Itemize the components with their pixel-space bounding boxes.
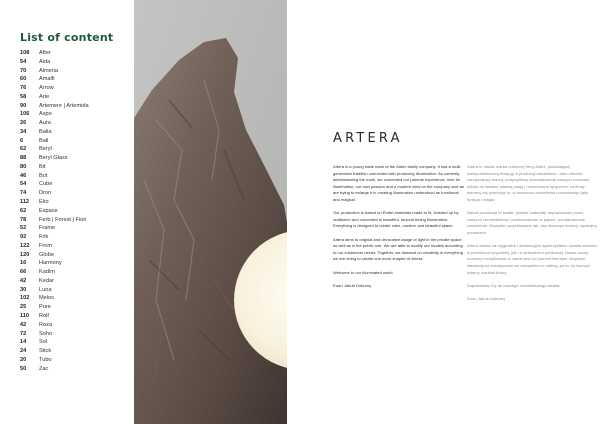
polish-paragraph: Ewa i Jakub Dobrony: [467, 295, 506, 301]
toc-product-name: Ferb | Forest | Fiori: [39, 216, 87, 223]
english-text-column: [333, 164, 465, 296]
toc-product-name: Roza: [39, 321, 53, 328]
toc-product-name: Kadim: [39, 269, 55, 276]
toc-item: [20, 207, 132, 216]
toc-title: List of content: [20, 31, 114, 44]
toc-item: [20, 75, 132, 84]
toc-page-number: 16: [20, 260, 27, 267]
toc-page-number: 42: [20, 277, 27, 284]
toc-page-number: 70: [20, 67, 27, 74]
toc-page-number: 108: [20, 50, 30, 56]
toc-page-number: 78: [20, 216, 27, 223]
english-paragraph: Artera aims to original and decorative usage of light in the private space as well as in the public one. We are able to modify our models according to our customers needs. Together, we demand on creativity in everything we are doing to create one more chapter of Artera.: [333, 236, 463, 262]
toc-product-name: Melos: [39, 295, 54, 302]
toc-product-name: After: [39, 50, 51, 56]
toc-item: [20, 312, 132, 321]
toc-page-number: 90: [20, 102, 27, 109]
toc-page-number: 46: [20, 172, 27, 179]
toc-item: [20, 294, 132, 303]
toc-item: [20, 84, 132, 93]
toc-product-name: Soho: [39, 330, 53, 337]
toc-item: [20, 110, 132, 119]
toc-item: [20, 189, 132, 198]
toc-page-number: 62: [20, 146, 27, 153]
toc-page-number: 88: [20, 155, 27, 162]
toc-page-number: 106: [20, 111, 30, 118]
toc-item: [20, 93, 132, 102]
product-photo: [134, 0, 287, 424]
brand-logo: ARTERA: [333, 131, 403, 146]
toc-page-number: 122: [20, 242, 30, 249]
toc-page-number: 34: [20, 128, 27, 135]
toc-item: [20, 286, 132, 295]
toc-item: [20, 216, 132, 225]
toc-product-name: Arte: [39, 93, 50, 100]
toc-item: [20, 338, 132, 347]
toc-item: [20, 321, 132, 330]
toc-page-number: 26: [20, 120, 27, 127]
toc-page-number: 92: [20, 234, 27, 241]
toc-page-number: 58: [20, 93, 27, 100]
english-paragraph: Welcome to our illuminated world.: [333, 269, 394, 275]
toc-item: [20, 119, 132, 128]
toc-product-name: Almeria: [39, 67, 58, 74]
toc-item: [20, 172, 132, 181]
toc-item: [20, 233, 132, 242]
toc-item: [20, 347, 132, 356]
toc-product-name: Bot: [39, 172, 48, 179]
toc-product-name: Artemere | Artemida: [39, 102, 89, 109]
polish-text-column: [467, 164, 599, 309]
rock-lamp-image: [134, 0, 287, 424]
toc-page-number: 52: [20, 225, 27, 232]
toc-page-number: 110: [20, 312, 30, 319]
toc-page-number: 80: [20, 163, 27, 170]
table-of-contents: [20, 31, 132, 373]
english-paragraph: Our production is based on Polish materials made to fit, finished up by craftsmen and converted to beautiful, beyond timing illumination. Everything is designed to create calm, modern and beautiful space.: [333, 210, 459, 229]
toc-product-name: Beryl Glass: [39, 155, 68, 162]
toc-product-name: Cube: [39, 181, 53, 188]
toc-item: [20, 303, 132, 312]
english-paragraph: Artera is a young trade mark of the Aldex family company. It has a multi generation tradition connected with producing illumination. As currently administrating the mark, we connected our parents experience, love for illumination, our own passion and a modern view on the company and we are trying to enlarge it in creating illumination understood as functional and magical.: [333, 164, 465, 202]
toc-page-number: 30: [20, 286, 27, 293]
toc-item: [20, 180, 132, 189]
toc-product-name: Dron: [39, 190, 52, 197]
toc-page-number: 60: [20, 76, 27, 83]
toc-product-name: Harmony: [39, 260, 62, 267]
toc-page-number: 120: [20, 251, 30, 258]
toc-product-name: Sol: [39, 339, 48, 346]
toc-product-name: Luna: [39, 286, 52, 293]
toc-page-number: 112: [20, 199, 30, 206]
toc-item: [20, 224, 132, 233]
toc-item: [20, 154, 132, 163]
toc-item: [20, 163, 132, 172]
toc-page-number: 54: [20, 181, 27, 188]
toc-product-name: Rolf: [39, 312, 49, 319]
toc-product-name: Pure: [39, 304, 51, 311]
toc-product-name: Stick: [39, 348, 52, 355]
toc-product-name: Espace: [39, 207, 58, 214]
toc-page-number: 54: [20, 58, 27, 65]
toc-page-number: 14: [20, 339, 27, 346]
toc-item: [20, 49, 132, 58]
toc-item: [20, 242, 132, 251]
toc-page-number: 20: [20, 356, 27, 363]
toc-page-number: 62: [20, 207, 27, 214]
toc-page-number: 6: [20, 137, 24, 144]
toc-product-name: Arrow: [39, 85, 54, 92]
toc-item: [20, 102, 132, 111]
toc-item: [20, 128, 132, 137]
toc-item: [20, 198, 132, 207]
toc-page-number: 74: [20, 190, 27, 197]
toc-page-number: 76: [20, 85, 27, 92]
toc-product-name: Globe: [39, 251, 54, 258]
toc-product-name: Aspo: [39, 111, 52, 118]
toc-page-number: 25: [20, 304, 27, 311]
toc-item: [20, 330, 132, 339]
toc-product-name: Amalfi: [39, 76, 55, 83]
toc-page-number: 66: [20, 269, 27, 276]
toc-item: [20, 268, 132, 277]
toc-list: [20, 49, 132, 373]
toc-item: [20, 356, 132, 365]
polish-paragraph: Zapraszamy Cię do naszego rozświetlonego świata.: [467, 282, 561, 288]
toc-page-number: 50: [20, 365, 27, 372]
toc-product-name: Tubo: [39, 356, 52, 363]
toc-item: [20, 365, 132, 374]
polish-paragraph: Nasza produkcja to trwałe, polskie materiały, dopracowane przez naszych rzemieślników i przekształcone w piękne, ponadczasowe oświetlenie. Wszystko projektowane tak, aby stworzyć modną i spokojną przestrzeń.: [467, 210, 597, 235]
polish-paragraph: Artera stawia na oryginalne i dekoracyjne wykorzystanie światła zarówno w przestrzeni prywatnej, jak i w przestrzeni publicznej. Nasze wzory możemy modyfikować w zależności od potrzeb klientów. Wspólnie stawiamy na kreatywność we wszystkim co robimy, po to, by tworzyć kolejny rozdział Artery.: [467, 243, 598, 275]
toc-product-name: Zac: [39, 365, 49, 372]
toc-product-name: Frik: [39, 234, 49, 241]
toc-item: [20, 58, 132, 67]
toc-page-number: 24: [20, 348, 27, 355]
toc-item: [20, 137, 132, 146]
toc-item: [20, 67, 132, 76]
toc-product-name: Beryl: [39, 146, 52, 153]
toc-product-name: Ball: [39, 137, 49, 144]
toc-page-number: 102: [20, 295, 30, 302]
toc-product-name: From: [39, 242, 53, 249]
toc-product-name: Bit: [39, 163, 46, 170]
toc-item: [20, 145, 132, 154]
toc-product-name: Frame: [39, 225, 56, 232]
polish-paragraph: Artera to młoda marka rodzinnej firmy Aldex, posiadającej wielopokoleniową tradycję w produkcji oświetlenia. Jako obecnie zarządzający marką, połączyliśmy doświadczenie naszych rodziców, miłość do światła, własną pasję i nowoczesne spojrzenie na firmę i staramy się przełożyć to, w tworzeniu oświetlenia rozumianego jako funkcja i magia.: [467, 164, 590, 202]
toc-page-number: 72: [20, 330, 27, 337]
toc-product-name: Aida: [39, 58, 51, 65]
toc-product-name: Aura: [39, 120, 51, 127]
toc-product-name: Eko: [39, 199, 49, 206]
toc-item: [20, 259, 132, 268]
english-paragraph: Ewa i Jakub Dobrony: [333, 282, 372, 288]
toc-item: [20, 277, 132, 286]
toc-product-name: Kedar: [39, 277, 54, 284]
toc-page-number: 42: [20, 321, 27, 328]
toc-item: [20, 251, 132, 260]
toc-product-name: Balia: [39, 128, 52, 135]
